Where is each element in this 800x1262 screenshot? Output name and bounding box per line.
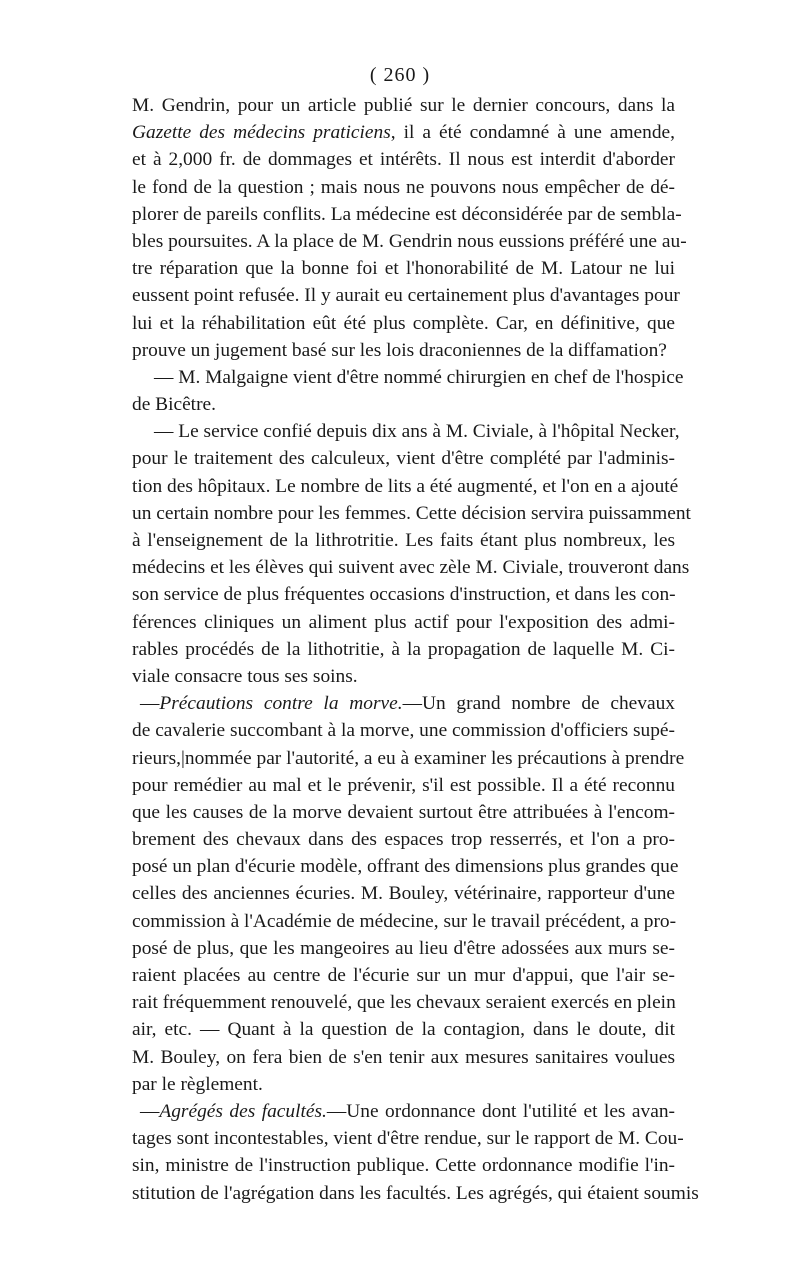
text-line xyxy=(132,799,675,826)
text-segment: tion des hôpitaux. Le nombre de lits a été augmenté, et l'on en a ajouté xyxy=(132,475,679,497)
italic-heading: Agrégés des facultés. xyxy=(159,1100,327,1122)
text-segment: air, etc. — Quant à la question de la contagion, dans le doute, dit xyxy=(132,1019,675,1041)
text-line xyxy=(132,609,675,636)
italic-heading: Précautions contre la morve. xyxy=(159,693,403,715)
text-segment: commission à l'Académie de médecine, sur le travail précédent, a pro- xyxy=(132,910,677,932)
text-segment: médecins et les élèves qui suivent avec zèle M. Civiale, trouveront dans xyxy=(132,557,690,579)
text-segment: — Le service confié depuis dix ans à M. Civiale, à l'hôpital Necker, xyxy=(154,421,680,443)
text-segment: rieurs,|nommée par l'autorité, a eu à examiner les précautions à prendre xyxy=(132,747,685,769)
text-segment: prouve un jugement basé sur les lois draconiennes de la diffamation? xyxy=(132,339,667,361)
text-line xyxy=(132,391,675,418)
text-segment: férences cliniques un aliment plus actif pour l'exposition des admi- xyxy=(132,611,675,633)
text-segment: que les causes de la morve devaient surtout être attribuées à l'encom- xyxy=(132,801,675,823)
text-segment: sin, ministre de l'instruction publique. Cette ordonnance modifie l'in- xyxy=(132,1155,675,1177)
text-line xyxy=(132,745,685,772)
text-line xyxy=(132,826,675,853)
text-segment: viale consacre tous ses soins. xyxy=(132,665,358,687)
text-line xyxy=(132,500,691,527)
text-line xyxy=(132,1152,675,1179)
text-segment: celles des anciennes écuries. M. Bouley, vétérinaire, rapporteur d'une xyxy=(132,883,675,905)
text-line xyxy=(132,1071,675,1098)
text-line xyxy=(132,228,687,255)
text-line xyxy=(132,201,682,228)
text-line xyxy=(132,853,679,880)
text-line xyxy=(132,92,675,119)
text-segment: de Bicêtre. xyxy=(132,394,216,416)
text-line xyxy=(132,772,675,799)
text-segment: — M. Malgaigne vient d'être nommé chirurgien en chef de l'hospice xyxy=(154,366,684,388)
text-line xyxy=(132,337,675,364)
text-segment: de cavalerie succombant à la morve, une commission d'officiers supé- xyxy=(132,720,675,742)
text-line xyxy=(132,445,675,472)
text-line xyxy=(132,690,675,717)
text-segment: , il a été condamné à une amende, xyxy=(390,122,675,144)
italic-heading: Gazette des médecins praticiens xyxy=(132,122,391,144)
page-number: ( 260 ) xyxy=(369,64,431,86)
text-line xyxy=(132,989,675,1016)
text-segment: M. Bouley, on fera bien de s'en tenir aux mesures sanitaires voulues xyxy=(132,1046,675,1068)
text-line xyxy=(132,146,675,173)
text-segment: un certain nombre pour les femmes. Cette décision servira puissamment xyxy=(132,502,691,524)
text-line xyxy=(132,1125,684,1152)
text-segment: tages sont incontestables, vient d'être rendue, sur le rapport de M. Cou- xyxy=(132,1128,684,1150)
text-segment: rables procédés de la lithotritie, à la propagation de laquelle M. Ci- xyxy=(132,638,675,660)
text-line xyxy=(132,581,675,608)
text-segment: le fond de la question ; mais nous ne pouvons nous empêcher de dé- xyxy=(132,176,675,198)
text-segment: pour remédier au mal et le prévenir, s'il est possible. Il a été reconnu xyxy=(132,774,675,796)
text-line xyxy=(132,1098,675,1125)
text-line xyxy=(132,255,675,282)
body-text xyxy=(132,92,699,1207)
text-line xyxy=(132,174,675,201)
text-line xyxy=(132,962,675,989)
text-segment: — xyxy=(140,1100,160,1122)
text-segment: brement des chevaux dans des espaces trop resserrés, et l'on a pro- xyxy=(132,829,675,851)
text-line xyxy=(132,1180,699,1207)
text-segment: par le règlement. xyxy=(132,1073,263,1095)
text-segment: M. Gendrin, pour un article publié sur le dernier concours, dans la xyxy=(132,95,675,116)
text-line xyxy=(132,717,675,744)
text-segment: bles poursuites. A la place de M. Gendrin nous eussions préféré une au- xyxy=(132,230,687,252)
text-segment: lui et la réhabilitation eût été plus complète. Car, en définitive, que xyxy=(132,312,675,334)
text-segment: à l'enseignement de la lithrotritie. Les faits étant plus nombreux, les xyxy=(132,530,675,551)
text-line xyxy=(132,935,675,962)
text-line xyxy=(132,554,690,581)
text-segment: raient placées au centre de l'écurie sur un mur d'appui, que l'air se- xyxy=(132,965,675,986)
text-line xyxy=(132,636,675,663)
text-line xyxy=(132,364,684,391)
text-line xyxy=(132,1044,675,1071)
text-segment: tre réparation que la bonne foi et l'honorabilité de M. Latour ne lui xyxy=(132,258,675,280)
text-line xyxy=(132,418,680,445)
text-line xyxy=(132,119,675,146)
text-segment: son service de plus fréquentes occasions d'instruction, et dans les con- xyxy=(132,584,676,606)
text-line xyxy=(132,880,675,907)
text-segment: rait fréquemment renouvelé, que les chevaux seraient exercés en plein xyxy=(132,992,676,1014)
text-segment: et à 2,000 fr. de dommages et intérêts. Il nous est interdit d'aborder xyxy=(132,149,675,171)
text-line xyxy=(132,282,680,309)
text-segment: stitution de l'agrégation dans les facultés. Les agrégés, qui étaient soumis xyxy=(132,1182,699,1204)
text-segment: posé un plan d'écurie modèle, offrant des dimensions plus grandes que xyxy=(132,856,679,878)
text-segment: posé de plus, que les mangeoires au lieu d'être adossées aux murs se- xyxy=(132,937,675,959)
text-segment: eussent point refusée. Il y aurait eu certainement plus d'avantages pour xyxy=(132,285,680,307)
text-line xyxy=(132,908,675,935)
text-segment: — xyxy=(140,693,160,715)
text-line xyxy=(132,663,675,690)
text-line xyxy=(132,527,675,554)
text-line xyxy=(132,310,675,337)
text-line xyxy=(132,1016,675,1043)
text-segment: —Une ordonnance dont l'utilité et les avan- xyxy=(326,1100,675,1122)
text-segment: plorer de pareils conflits. La médecine est déconsidérée par de sembla- xyxy=(132,203,682,225)
text-line xyxy=(132,473,679,500)
text-segment: pour le traitement des calculeux, vient d'être complété par l'adminis- xyxy=(132,448,675,470)
text-segment: —Un grand nombre de chevaux xyxy=(402,693,675,715)
